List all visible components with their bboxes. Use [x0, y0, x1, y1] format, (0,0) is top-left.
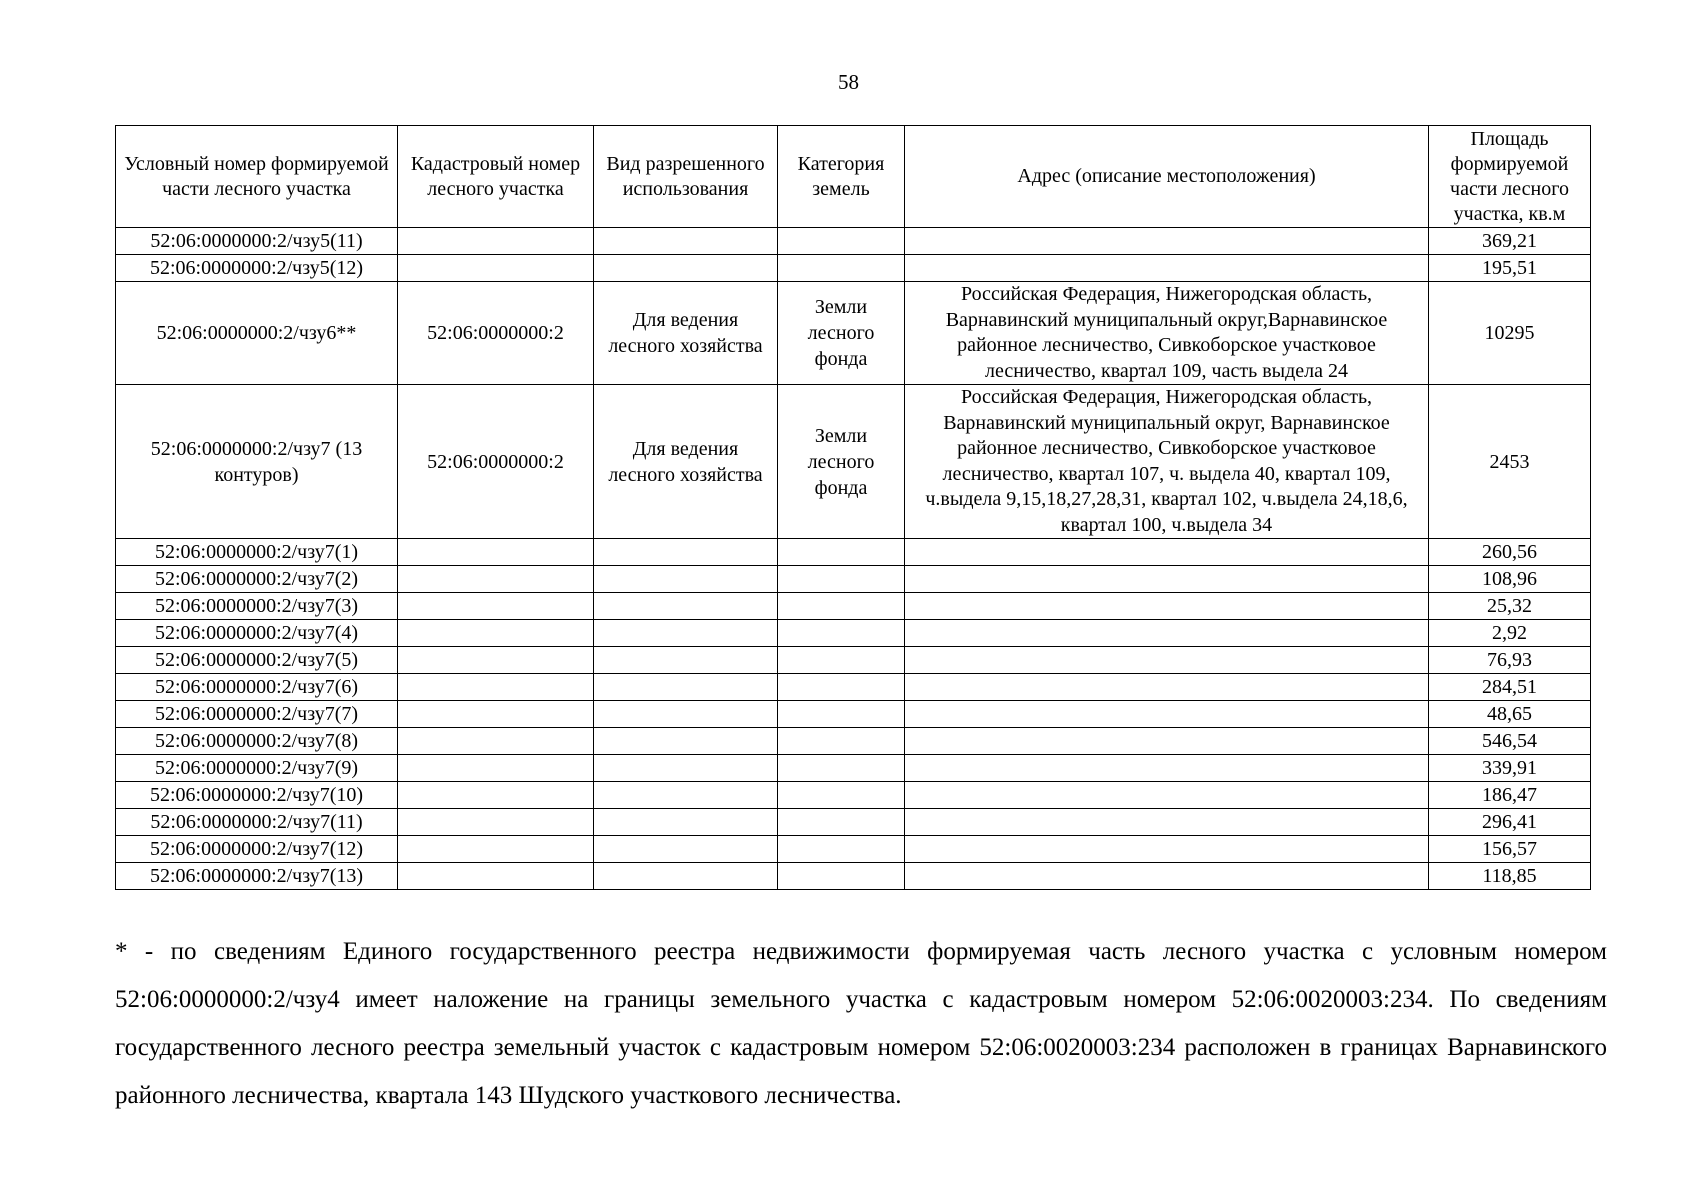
cell-permitted-use — [594, 593, 778, 620]
header-conditional-number: Условный номер формируемой части лесного участка — [116, 126, 398, 228]
cell-land-category — [778, 620, 905, 647]
cell-land-category — [778, 863, 905, 890]
cell-cadastral-number: 52:06:0000000:2 — [398, 282, 594, 385]
footnote: * - по сведениям Единого государственного реестра недвижимости формируемая часть лесного участка с условным номером 52:06:0000000:2/чзу4 имеет наложение на границы земельного участка с кадастровым номером 52:06:0020003:234. По сведениям государственного лесного реестра земельный участок с кадастровым номером 52:06:0020003:234 расположен в границах Варнавинского районного лесничества, квартала 143 Шудского участкового лесничества. — [115, 938, 1607, 1109]
table-row — [116, 674, 1591, 701]
cell-area: 186,47 — [1429, 782, 1591, 809]
table-row — [116, 593, 1591, 620]
cell-area: 118,85 — [1429, 863, 1591, 890]
cell-land-category — [778, 566, 905, 593]
cell-cadastral-number — [398, 539, 594, 566]
cell-permitted-use — [594, 255, 778, 282]
cell-cadastral-number — [398, 701, 594, 728]
cell-address — [905, 566, 1429, 593]
cell-land-category — [778, 782, 905, 809]
cell-conditional-number: 52:06:0000000:2/чзу7(4) — [116, 620, 398, 647]
cell-address — [905, 674, 1429, 701]
cell-cadastral-number — [398, 728, 594, 755]
cell-cadastral-number — [398, 863, 594, 890]
cell-address — [905, 701, 1429, 728]
land-parcel-table — [115, 125, 1591, 890]
cell-conditional-number: 52:06:0000000:2/чзу7(12) — [116, 836, 398, 863]
cell-address — [905, 593, 1429, 620]
cell-land-category — [778, 647, 905, 674]
table-row — [116, 228, 1591, 255]
cell-cadastral-number — [398, 836, 594, 863]
cell-conditional-number: 52:06:0000000:2/чзу7(7) — [116, 701, 398, 728]
cell-permitted-use — [594, 674, 778, 701]
cell-permitted-use — [594, 863, 778, 890]
header-land-category: Категория земель — [778, 126, 905, 228]
page-number: 58 — [838, 70, 859, 94]
cell-conditional-number: 52:06:0000000:2/чзу7(9) — [116, 755, 398, 782]
cell-area: 546,54 — [1429, 728, 1591, 755]
cell-permitted-use — [594, 539, 778, 566]
cell-cadastral-number — [398, 228, 594, 255]
table-row — [116, 647, 1591, 674]
cell-address: Российская Федерация, Нижегородская область, Варнавинский муниципальный округ, Варнавинское районное лесничество, Сивкоборское участковое лесничество, квартал 107, ч. выдела 40, квартал 109, ч.выдела 9,15,18,27,28,31, квартал 102, ч.выдела 24,18,6, квартал 100, ч.выдела 34 — [905, 385, 1429, 539]
cell-land-category — [778, 674, 905, 701]
table-row — [116, 863, 1591, 890]
cell-area: 76,93 — [1429, 647, 1591, 674]
cell-permitted-use — [594, 809, 778, 836]
cell-cadastral-number — [398, 782, 594, 809]
cell-area: 195,51 — [1429, 255, 1591, 282]
cell-area: 260,56 — [1429, 539, 1591, 566]
cell-address — [905, 620, 1429, 647]
cell-land-category — [778, 255, 905, 282]
cell-permitted-use — [594, 647, 778, 674]
cell-conditional-number: 52:06:0000000:2/чзу7(8) — [116, 728, 398, 755]
cell-area: 369,21 — [1429, 228, 1591, 255]
header-permitted-use: Вид разрешенного использования — [594, 126, 778, 228]
cell-address — [905, 863, 1429, 890]
cell-permitted-use — [594, 701, 778, 728]
cell-area: 25,32 — [1429, 593, 1591, 620]
cell-area: 284,51 — [1429, 674, 1591, 701]
header-address: Адрес (описание местоположения) — [905, 126, 1429, 228]
cell-conditional-number: 52:06:0000000:2/чзу5(11) — [116, 228, 398, 255]
table-header-row — [116, 126, 1591, 228]
cell-land-category — [778, 836, 905, 863]
cell-cadastral-number — [398, 647, 594, 674]
cell-cadastral-number — [398, 755, 594, 782]
cell-address: Российская Федерация, Нижегородская область, Варнавинский муниципальный округ,Варнавинское районное лесничество, Сивкоборское участковое лесничество, квартал 109, часть выдела 24 — [905, 282, 1429, 385]
table-row — [116, 809, 1591, 836]
cell-conditional-number: 52:06:0000000:2/чзу7(1) — [116, 539, 398, 566]
cell-conditional-number: 52:06:0000000:2/чзу7(10) — [116, 782, 398, 809]
cell-land-category — [778, 593, 905, 620]
cell-land-category — [778, 701, 905, 728]
cell-permitted-use — [594, 755, 778, 782]
cell-conditional-number: 52:06:0000000:2/чзу7(11) — [116, 809, 398, 836]
cell-permitted-use — [594, 782, 778, 809]
cell-permitted-use — [594, 836, 778, 863]
cell-area: 339,91 — [1429, 755, 1591, 782]
cell-land-category — [778, 539, 905, 566]
cell-permitted-use — [594, 728, 778, 755]
table-row — [116, 755, 1591, 782]
cell-address — [905, 647, 1429, 674]
cell-cadastral-number — [398, 674, 594, 701]
cell-land-category — [778, 728, 905, 755]
table-row — [116, 566, 1591, 593]
cell-address — [905, 255, 1429, 282]
cell-conditional-number: 52:06:0000000:2/чзу7 (13 контуров) — [116, 385, 398, 539]
cell-area: 48,65 — [1429, 701, 1591, 728]
cell-cadastral-number — [398, 593, 594, 620]
cell-permitted-use: Для ведения лесного хозяйства — [594, 385, 778, 539]
cell-area: 2,92 — [1429, 620, 1591, 647]
cell-address — [905, 782, 1429, 809]
cell-address — [905, 809, 1429, 836]
cell-address — [905, 836, 1429, 863]
cell-cadastral-number — [398, 566, 594, 593]
cell-area: 296,41 — [1429, 809, 1591, 836]
cell-permitted-use — [594, 228, 778, 255]
cell-cadastral-number — [398, 620, 594, 647]
table-row — [116, 728, 1591, 755]
cell-conditional-number: 52:06:0000000:2/чзу7(13) — [116, 863, 398, 890]
table-row — [116, 701, 1591, 728]
table-row — [116, 282, 1591, 385]
cell-address — [905, 228, 1429, 255]
cell-cadastral-number — [398, 809, 594, 836]
cell-conditional-number: 52:06:0000000:2/чзу7(3) — [116, 593, 398, 620]
cell-area: 2453 — [1429, 385, 1591, 539]
cell-address — [905, 539, 1429, 566]
cell-address — [905, 728, 1429, 755]
cell-area: 10295 — [1429, 282, 1591, 385]
cell-cadastral-number — [398, 255, 594, 282]
cell-land-category — [778, 755, 905, 782]
cell-conditional-number: 52:06:0000000:2/чзу7(5) — [116, 647, 398, 674]
header-area: Площадь формируемой части лесного участка, кв.м — [1429, 126, 1591, 228]
cell-permitted-use — [594, 566, 778, 593]
table-row — [116, 782, 1591, 809]
table-row — [116, 539, 1591, 566]
cell-land-category — [778, 228, 905, 255]
cell-conditional-number: 52:06:0000000:2/чзу5(12) — [116, 255, 398, 282]
cell-land-category — [778, 809, 905, 836]
table-row — [116, 255, 1591, 282]
cell-land-category: Земли лесного фонда — [778, 385, 905, 539]
cell-address — [905, 755, 1429, 782]
cell-cadastral-number: 52:06:0000000:2 — [398, 385, 594, 539]
cell-permitted-use — [594, 620, 778, 647]
cell-conditional-number: 52:06:0000000:2/чзу7(2) — [116, 566, 398, 593]
table-row — [116, 385, 1591, 539]
cell-conditional-number: 52:06:0000000:2/чзу6** — [116, 282, 398, 385]
table-row — [116, 620, 1591, 647]
cell-conditional-number: 52:06:0000000:2/чзу7(6) — [116, 674, 398, 701]
cell-area: 156,57 — [1429, 836, 1591, 863]
cell-area: 108,96 — [1429, 566, 1591, 593]
table-row — [116, 836, 1591, 863]
cell-permitted-use: Для ведения лесного хозяйства — [594, 282, 778, 385]
cell-land-category: Земли лесного фонда — [778, 282, 905, 385]
header-cadastral-number: Кадастровый номер лесного участка — [398, 126, 594, 228]
